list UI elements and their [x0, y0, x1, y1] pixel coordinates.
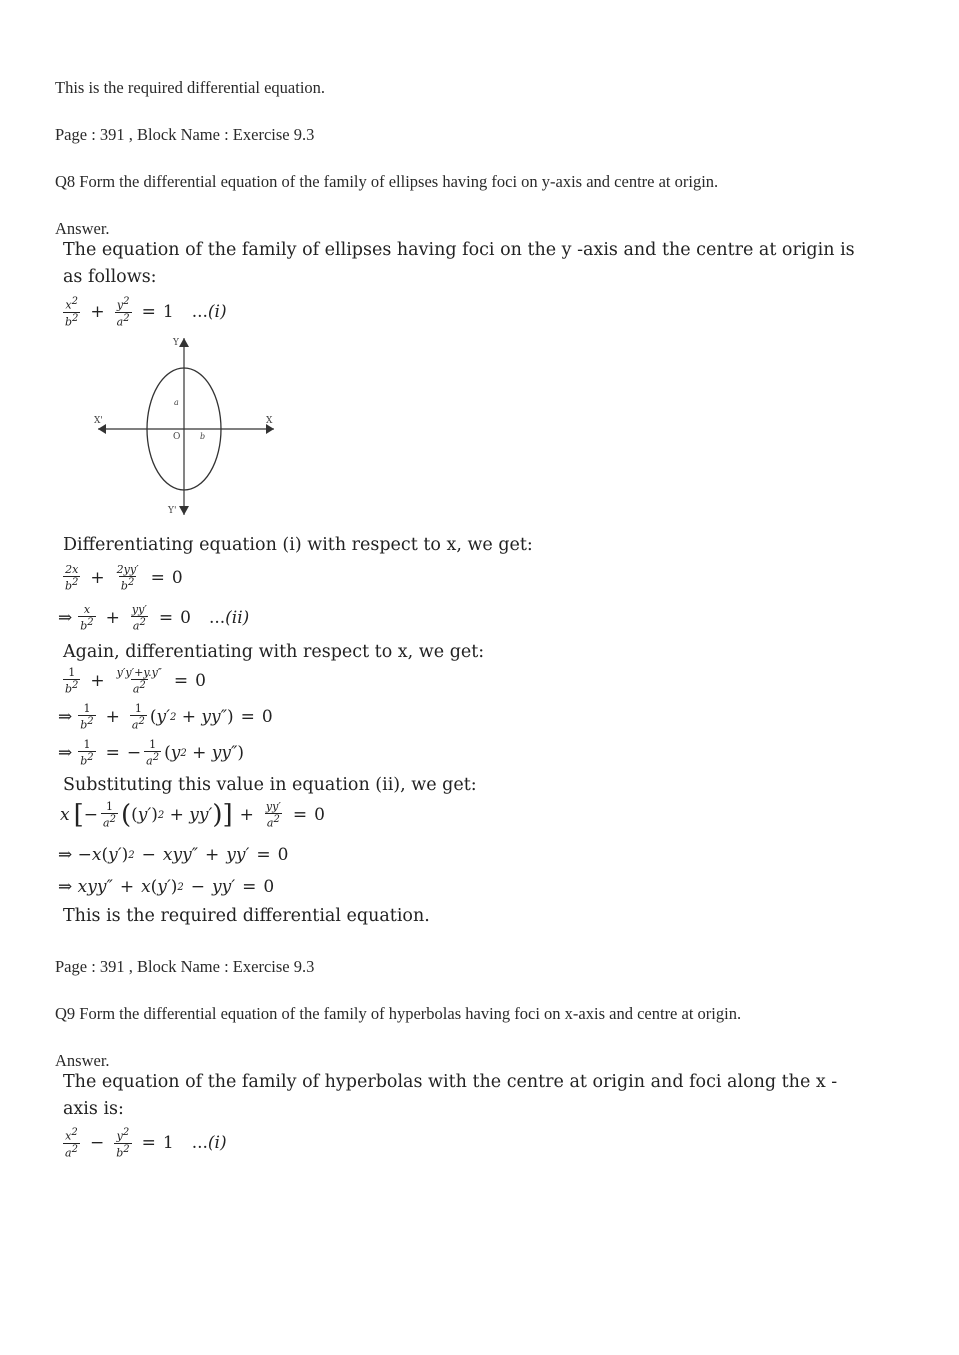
- q8-conclusion: This is the required differential equation.: [63, 906, 430, 926]
- label-x-right: X: [266, 416, 273, 426]
- q9-equation-i: $\frac{x^2}{a^2}$ − $\frac{y^2}{b^2}$ = 1 ... ( i ): [65, 1127, 227, 1160]
- q8-answer-label: Answer.: [55, 219, 110, 238]
- q8-equation-4: ⇒ $\frac{1}{b^2}$ + $\frac{1}{a^2}$ ( y′ 2 + yy″ ) = 0: [58, 702, 273, 732]
- q8-equation-ii: ⇒ $\frac{x}{b^2}$ + $\frac{yy'}{a^2}$ = 0 ... ( ii ): [58, 603, 250, 633]
- q8-equation-1: $\frac{2x}{b^2}$ + $\frac{2yy'}{b^2}$ = 0: [65, 563, 183, 593]
- ellipse-figure: [88, 335, 283, 520]
- q9-answer-label: Answer.: [55, 1051, 110, 1070]
- q9-intro-line1: The equation of the family of hyperbolas with the centre at origin and foci along the x -: [63, 1072, 838, 1092]
- q9-intro-line2: axis is:: [63, 1099, 124, 1119]
- q8-intro-line2: as follows:: [63, 267, 157, 287]
- q8-equation-6: x [ − $\frac{1}{a^2}$ ( ( y′ ) 2 + yy′ ) ] + $\frac{yy'}{a^2}$ = 0: [60, 800, 325, 831]
- q8-equation-7: ⇒ − x ( y′ ) 2 − xyy″ + yy′ = 0: [58, 845, 289, 865]
- q8-equation-i: $\frac{x^2}{b^2}$ + $\frac{y^2}{a^2}$ = 1 ... ( i ): [65, 296, 227, 329]
- q8-equation-8: ⇒ xyy″ + x ( y′ ) 2 − yy′ = 0: [58, 877, 275, 897]
- q8-question: Q8 Form the differential equation of the family of ellipses having foci on y-axis and centre at origin.: [55, 172, 719, 191]
- y-axis-up-arrow: [179, 338, 189, 347]
- q8-equation-3: $\frac{1}{b^2}$ + $\frac{y'y'+y.y''}{a^2}$ = 0: [65, 666, 206, 696]
- q9-page-ref: Page : 391 , Block Name : Exercise 9.3: [55, 957, 315, 976]
- q8-again: Again, differentiating with respect to x, we get:: [63, 642, 485, 662]
- q8-subst: Substituting this value in equation (ii), we get:: [63, 775, 477, 795]
- label-origin: O: [173, 432, 181, 442]
- y-axis-down-arrow: [179, 506, 189, 515]
- q7-conclusion: This is the required differential equation.: [55, 78, 326, 97]
- q8-page-ref: Page : 391 , Block Name : Exercise 9.3: [55, 125, 315, 144]
- q8-equation-5: ⇒ $\frac{1}{b^2}$ = − $\frac{1}{a^2}$ ( y 2 + yy″ ): [58, 738, 244, 768]
- label-y-bottom: Y': [168, 506, 177, 516]
- q8-diff-intro: Differentiating equation (i) with respect to x, we get:: [63, 535, 533, 555]
- label-a: a: [174, 398, 179, 407]
- label-b: b: [200, 432, 206, 441]
- q9-question: Q9 Form the differential equation of the family of hyperbolas having foci on x-axis and centre at origin.: [55, 1004, 742, 1023]
- label-y-top: Y: [173, 338, 179, 348]
- label-x-left: X': [94, 416, 103, 426]
- q8-intro-line1: The equation of the family of ellipses having foci on the y -axis and the centre at origin is: [63, 240, 855, 260]
